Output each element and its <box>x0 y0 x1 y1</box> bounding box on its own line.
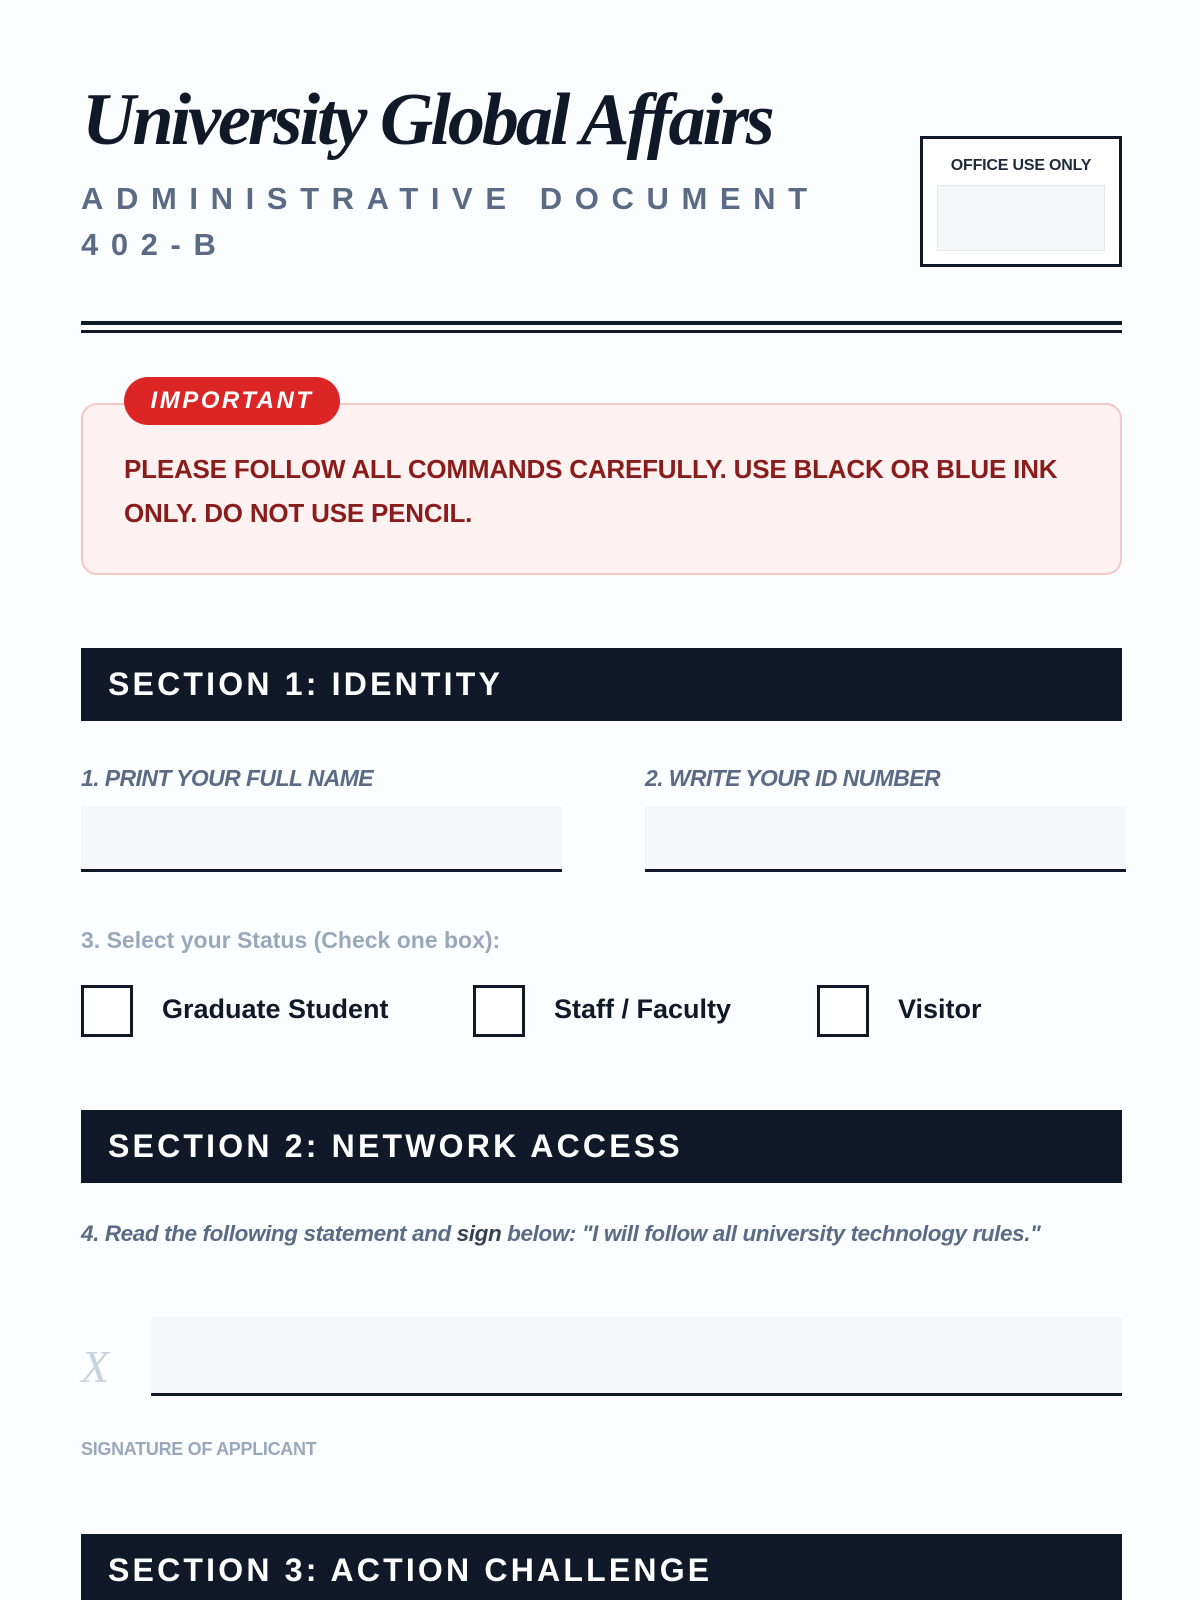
graduate-student-label[interactable]: Graduate Student <box>162 994 389 1024</box>
signature-field[interactable] <box>151 1317 1122 1396</box>
checkbox-staff-faculty[interactable] <box>473 985 525 1037</box>
statement-emphasis: sign <box>456 1221 502 1246</box>
statement-quote: below: "I will follow all university technology rules." <box>501 1221 1041 1246</box>
signature-x-mark: X <box>81 1341 110 1392</box>
header-divider-thin <box>81 330 1122 333</box>
document-subtitle: ADMINISTRATIVE DOCUMENT 402-B <box>81 181 820 262</box>
office-use-label: OFFICE USE ONLY <box>950 157 1092 174</box>
staff-faculty-label[interactable]: Staff / Faculty <box>554 994 732 1024</box>
visitor-label[interactable]: Visitor <box>898 994 982 1024</box>
section-1-header: SECTION 1: IDENTITY <box>81 648 1122 721</box>
office-use-field <box>937 185 1105 251</box>
full-name-label: 1. PRINT YOUR FULL NAME <box>81 765 374 791</box>
checkbox-visitor[interactable] <box>817 985 869 1037</box>
important-badge: IMPORTANT <box>124 377 340 425</box>
id-number-label: 2. WRITE YOUR ID NUMBER <box>645 765 941 791</box>
full-name-input[interactable] <box>81 806 562 872</box>
agreement-statement <box>81 1219 1111 1249</box>
statement-intro: 4. Read the following statement and <box>81 1221 457 1246</box>
checkbox-graduate-student[interactable] <box>81 985 133 1037</box>
important-notice-text: PLEASE FOLLOW ALL COMMANDS CAREFULLY. USE BLACK OR BLUE INK ONLY. DO NOT USE PENCIL. <box>124 454 1058 528</box>
section-3-header: SECTION 3: ACTION CHALLENGE <box>81 1534 1122 1600</box>
office-use-box <box>920 136 1122 267</box>
section-2-header: SECTION 2: NETWORK ACCESS <box>81 1110 1122 1183</box>
id-number-input[interactable] <box>645 806 1126 872</box>
status-prompt: 3. Select your Status (Check one box): <box>81 927 501 953</box>
document-title: University Global Affairs <box>82 79 772 161</box>
signature-caption: SIGNATURE OF APPLICANT <box>81 1439 317 1459</box>
header-divider-thick <box>81 321 1122 325</box>
